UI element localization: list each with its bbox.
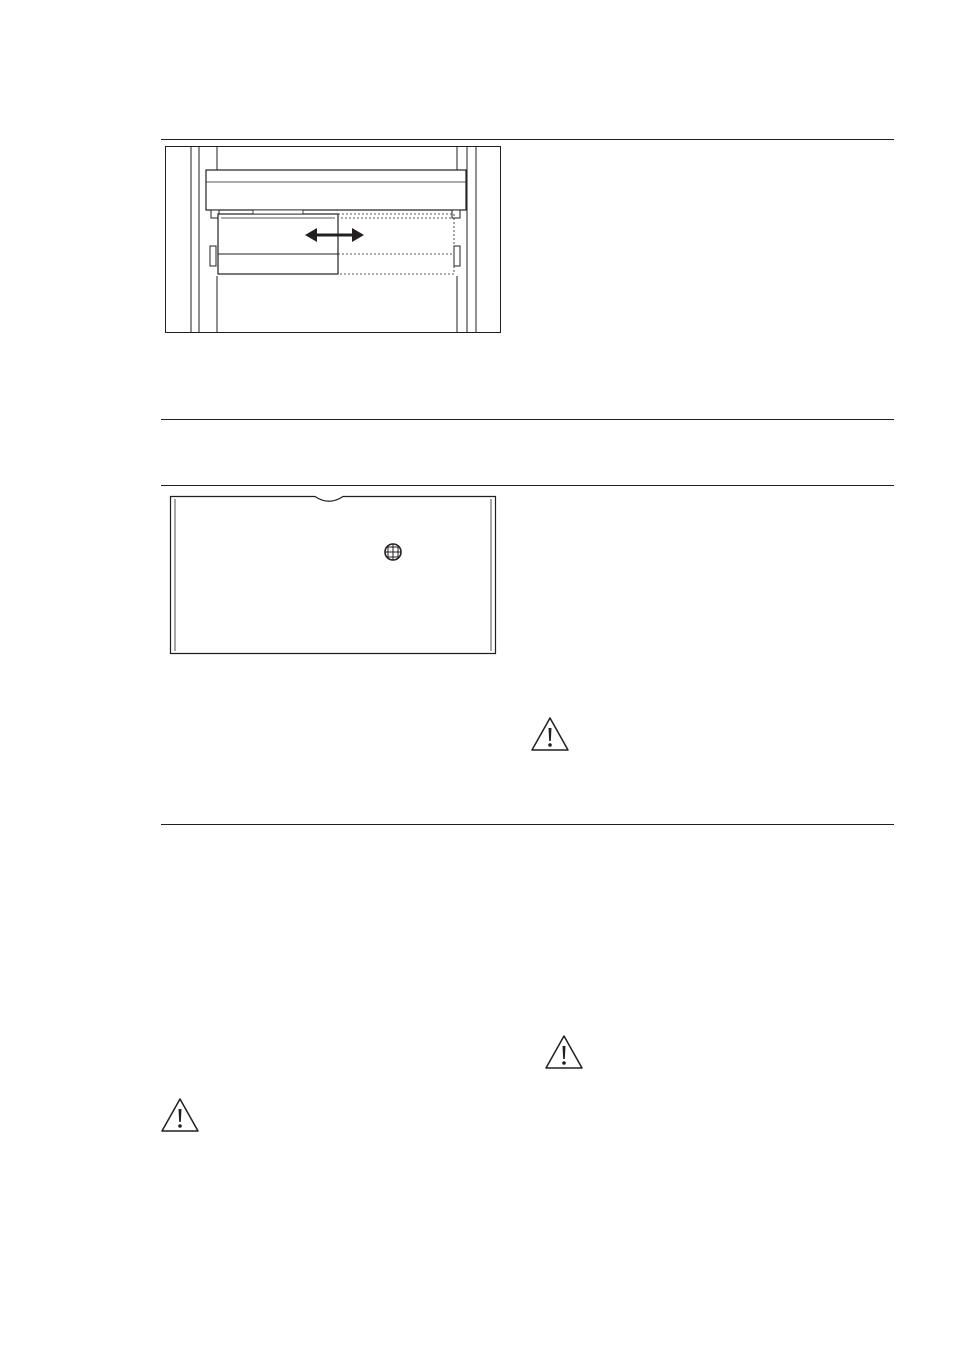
section-divider-top	[161, 139, 894, 140]
drawer-front-illustration	[169, 494, 497, 655]
section-divider-middle-2	[161, 485, 894, 486]
sliding-drawer-illustration	[165, 146, 501, 333]
sliding-drawer-figure	[165, 146, 501, 333]
warning-triangle-icon	[160, 1097, 200, 1133]
crisper-cover-figure	[169, 494, 497, 655]
section-divider-middle-1	[161, 419, 894, 420]
warning-triangle-icon	[530, 716, 570, 752]
warning-icon-2	[544, 1034, 584, 1070]
warning-triangle-icon	[544, 1034, 584, 1070]
section-divider-bottom	[161, 824, 894, 825]
warning-icon-1	[530, 716, 570, 752]
grid-circle-icon	[385, 544, 401, 560]
warning-icon-3	[160, 1097, 200, 1133]
